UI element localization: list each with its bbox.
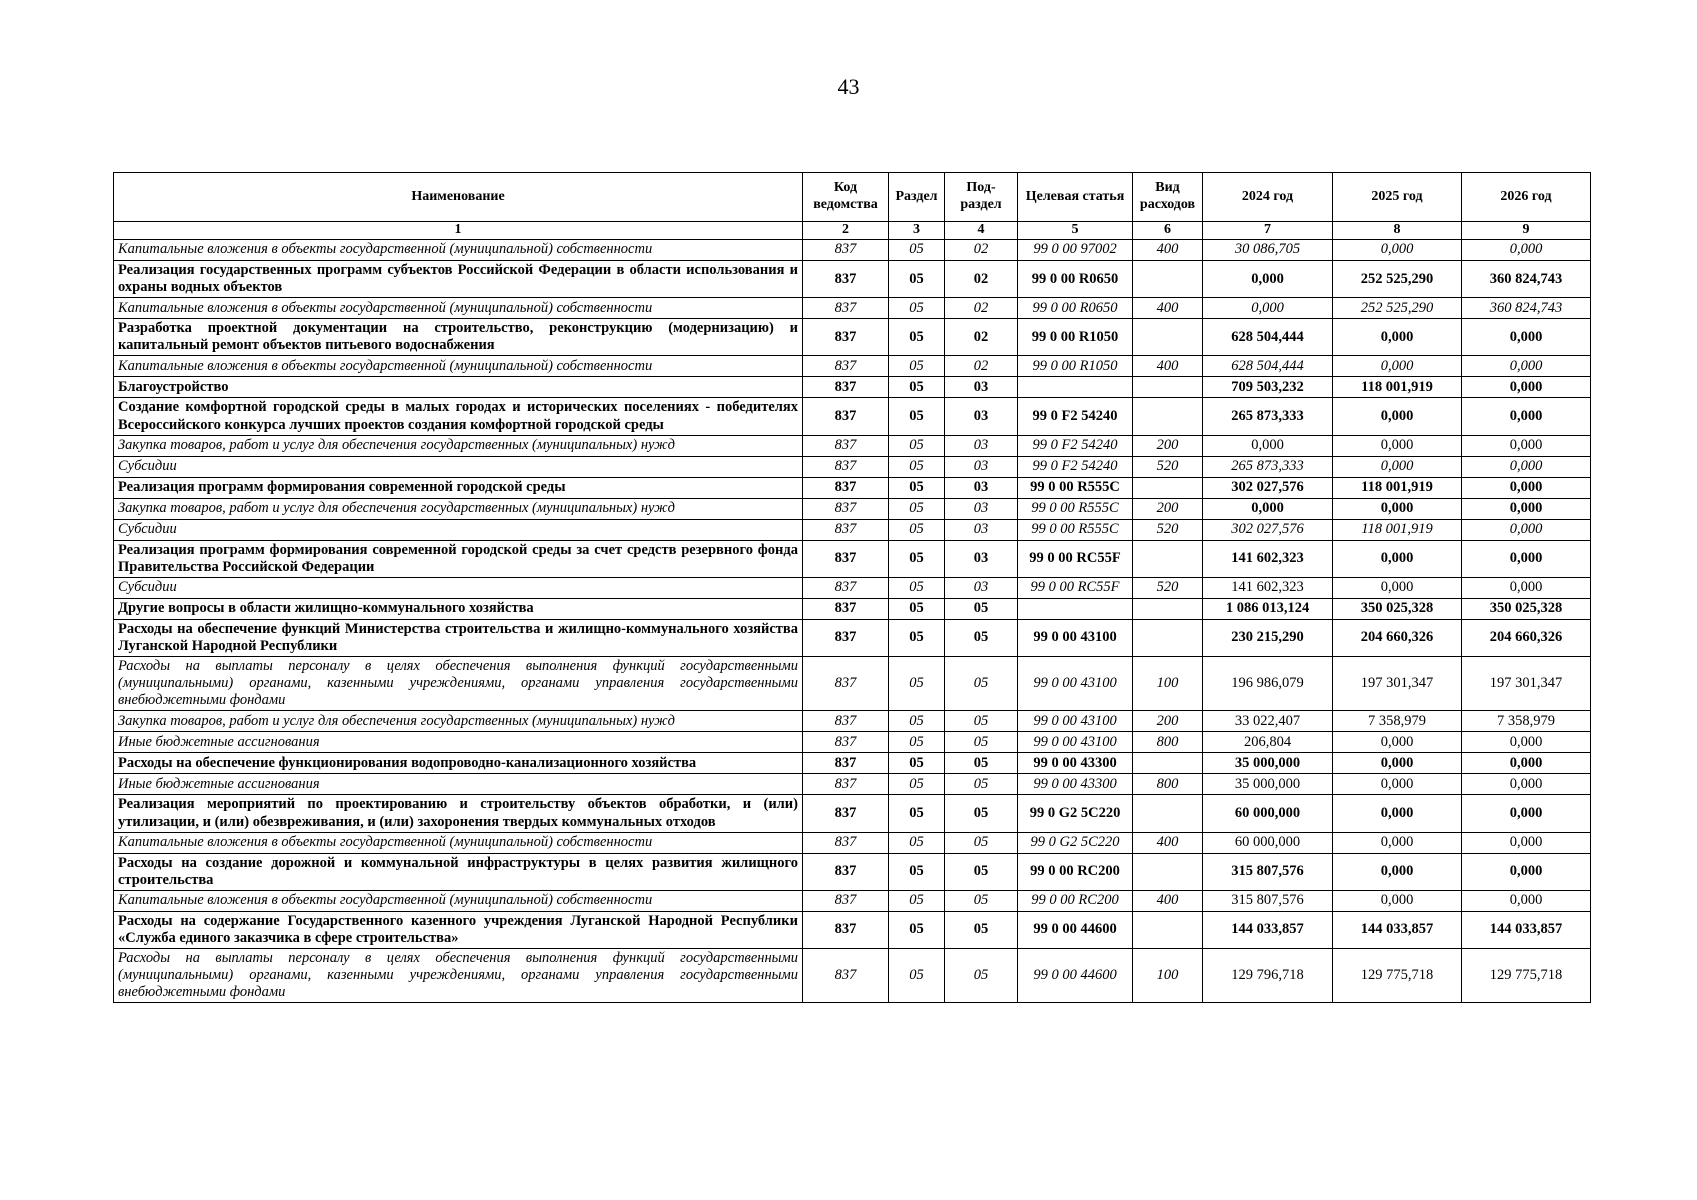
row-amount-2025: 0,000 [1333,398,1462,435]
row-amount-2025: 0,000 [1333,853,1462,890]
row-amount-2025: 144 033,857 [1333,911,1462,948]
header-expense-type: Вид расходов [1133,173,1203,222]
row-expense-type [1133,911,1203,948]
row-section: 05 [889,540,945,577]
table-row [114,577,1591,598]
row-expense-type [1133,753,1203,774]
row-amount-2025: 0,000 [1333,435,1462,456]
row-target: 99 0 00 R1050 [1018,319,1133,356]
row-amount-2024: 315 807,576 [1203,853,1333,890]
row-amount-2025: 0,000 [1333,832,1462,853]
row-subsection: 02 [945,298,1018,319]
row-amount-2026: 0,000 [1462,377,1591,398]
row-amount-2026: 129 775,718 [1462,949,1591,1003]
row-amount-2026: 0,000 [1462,456,1591,477]
row-target: 99 0 00 R555C [1018,519,1133,540]
row-code: 837 [803,356,889,377]
row-subsection: 05 [945,911,1018,948]
row-code: 837 [803,477,889,498]
row-name: Капитальные вложения в объекты государственной (муниципальной) собственности [114,890,803,911]
row-section: 05 [889,261,945,298]
row-amount-2024: 129 796,718 [1203,949,1333,1003]
column-number: 2 [803,222,889,240]
row-code: 837 [803,911,889,948]
row-expense-type: 800 [1133,774,1203,795]
row-subsection: 02 [945,261,1018,298]
row-target: 99 0 00 43100 [1018,657,1133,711]
row-code: 837 [803,657,889,711]
table-row [114,619,1591,656]
table-row [114,795,1591,832]
row-target [1018,598,1133,619]
row-amount-2026: 0,000 [1462,540,1591,577]
row-target: 99 0 00 R1050 [1018,356,1133,377]
row-amount-2026: 7 358,979 [1462,711,1591,732]
row-name: Капитальные вложения в объекты государственной (муниципальной) собственности [114,832,803,853]
row-name: Расходы на создание дорожной и коммунальной инфраструктуры в целях развития жилищного строительства [114,853,803,890]
row-expense-type: 400 [1133,890,1203,911]
row-expense-type [1133,477,1203,498]
row-section: 05 [889,498,945,519]
row-code: 837 [803,456,889,477]
table-row [114,853,1591,890]
row-target: 99 0 00 43300 [1018,753,1133,774]
row-expense-type: 400 [1133,240,1203,261]
row-section: 05 [889,795,945,832]
table-row [114,298,1591,319]
row-target [1018,377,1133,398]
row-name: Расходы на выплаты персоналу в целях обеспечения выполнения функций государственными (муниципальными) органами, казенными учреждениями, органами управления государственными внебюджетными фондами [114,657,803,711]
table-row [114,774,1591,795]
row-amount-2025: 0,000 [1333,753,1462,774]
header-section: Раздел [889,173,945,222]
row-code: 837 [803,319,889,356]
row-amount-2026: 0,000 [1462,577,1591,598]
row-expense-type [1133,795,1203,832]
row-code: 837 [803,240,889,261]
row-expense-type [1133,398,1203,435]
row-code: 837 [803,853,889,890]
table-body [114,240,1591,1003]
row-target: 99 0 00 43100 [1018,732,1133,753]
row-amount-2026: 0,000 [1462,774,1591,795]
header-2025: 2025 год [1333,173,1462,222]
row-amount-2024: 230 215,290 [1203,619,1333,656]
row-name: Реализация программ формирования современной городской среды за счет средств резервного фонда Правительства Российской Федерации [114,540,803,577]
row-section: 05 [889,435,945,456]
row-amount-2026: 0,000 [1462,498,1591,519]
table-row [114,356,1591,377]
row-target: 99 0 00 44600 [1018,911,1133,948]
row-code: 837 [803,498,889,519]
row-amount-2025: 0,000 [1333,795,1462,832]
row-amount-2025: 0,000 [1333,540,1462,577]
row-amount-2024: 709 503,232 [1203,377,1333,398]
row-code: 837 [803,540,889,577]
row-expense-type: 200 [1133,498,1203,519]
table-row [114,498,1591,519]
row-section: 05 [889,356,945,377]
row-name: Создание комфортной городской среды в малых городах и исторических поселениях - победителях Всероссийского конкурса лучших проектов создания комфортной городской среды [114,398,803,435]
column-number: 1 [114,222,803,240]
row-expense-type: 200 [1133,711,1203,732]
table-row [114,711,1591,732]
row-amount-2026: 204 660,326 [1462,619,1591,656]
header-subsection: Под-раздел [945,173,1018,222]
row-name: Иные бюджетные ассигнования [114,732,803,753]
row-section: 05 [889,774,945,795]
row-subsection: 03 [945,519,1018,540]
row-amount-2024: 206,804 [1203,732,1333,753]
row-section: 05 [889,577,945,598]
row-amount-2025: 252 525,290 [1333,298,1462,319]
row-amount-2024: 141 602,323 [1203,577,1333,598]
row-amount-2024: 196 986,079 [1203,657,1333,711]
row-section: 05 [889,753,945,774]
row-section: 05 [889,298,945,319]
row-amount-2025: 0,000 [1333,774,1462,795]
row-code: 837 [803,832,889,853]
table-row [114,949,1591,1003]
table-row [114,319,1591,356]
row-code: 837 [803,949,889,1003]
row-subsection: 03 [945,398,1018,435]
row-amount-2026: 197 301,347 [1462,657,1591,711]
row-target: 99 0 00 97002 [1018,240,1133,261]
row-section: 05 [889,619,945,656]
row-name: Субсидии [114,519,803,540]
table-row [114,540,1591,577]
row-expense-type: 400 [1133,298,1203,319]
row-name: Закупка товаров, работ и услуг для обеспечения государственных (муниципальных) нужд [114,435,803,456]
row-name: Расходы на выплаты персоналу в целях обеспечения выполнения функций государственными (муниципальными) органами, казенными учреждениями, органами управления государственными внебюджетными фондами [114,949,803,1003]
row-amount-2026: 0,000 [1462,732,1591,753]
row-name: Другие вопросы в области жилищно-коммунального хозяйства [114,598,803,619]
header-2024: 2024 год [1203,173,1333,222]
row-target: 99 0 F2 54240 [1018,456,1133,477]
row-subsection: 05 [945,949,1018,1003]
row-target: 99 0 00 RC200 [1018,853,1133,890]
row-section: 05 [889,240,945,261]
row-amount-2025: 129 775,718 [1333,949,1462,1003]
row-amount-2024: 60 000,000 [1203,832,1333,853]
row-expense-type: 520 [1133,577,1203,598]
row-amount-2024: 0,000 [1203,435,1333,456]
row-amount-2025: 204 660,326 [1333,619,1462,656]
row-target: 99 0 F2 54240 [1018,435,1133,456]
row-code: 837 [803,890,889,911]
table-row [114,477,1591,498]
row-subsection: 05 [945,732,1018,753]
row-subsection: 02 [945,240,1018,261]
table-row [114,598,1591,619]
row-expense-type [1133,619,1203,656]
row-amount-2025: 252 525,290 [1333,261,1462,298]
row-amount-2024: 302 027,576 [1203,519,1333,540]
row-expense-type [1133,261,1203,298]
row-amount-2025: 118 001,919 [1333,377,1462,398]
row-subsection: 05 [945,853,1018,890]
row-amount-2026: 144 033,857 [1462,911,1591,948]
row-amount-2025: 350 025,328 [1333,598,1462,619]
row-amount-2026: 0,000 [1462,832,1591,853]
column-number: 3 [889,222,945,240]
row-amount-2024: 315 807,576 [1203,890,1333,911]
row-target: 99 0 F2 54240 [1018,398,1133,435]
row-code: 837 [803,619,889,656]
row-target: 99 0 G2 5C220 [1018,795,1133,832]
table-row [114,261,1591,298]
row-amount-2026: 0,000 [1462,795,1591,832]
row-expense-type: 520 [1133,519,1203,540]
row-target: 99 0 00 R555C [1018,498,1133,519]
row-expense-type [1133,853,1203,890]
row-subsection: 03 [945,456,1018,477]
row-amount-2025: 197 301,347 [1333,657,1462,711]
row-amount-2024: 144 033,857 [1203,911,1333,948]
row-code: 837 [803,577,889,598]
row-code: 837 [803,298,889,319]
row-section: 05 [889,832,945,853]
row-name: Расходы на обеспечение функционирования водопроводно-канализационного хозяйства [114,753,803,774]
row-amount-2025: 0,000 [1333,498,1462,519]
row-subsection: 03 [945,540,1018,577]
row-amount-2025: 0,000 [1333,319,1462,356]
row-amount-2024: 628 504,444 [1203,319,1333,356]
row-subsection: 02 [945,319,1018,356]
row-expense-type [1133,540,1203,577]
row-amount-2025: 0,000 [1333,577,1462,598]
header-code: Код ведомства [803,173,889,222]
row-subsection: 05 [945,832,1018,853]
row-amount-2025: 118 001,919 [1333,519,1462,540]
row-subsection: 05 [945,753,1018,774]
row-amount-2025: 118 001,919 [1333,477,1462,498]
row-section: 05 [889,456,945,477]
row-expense-type: 520 [1133,456,1203,477]
row-target: 99 0 00 R0650 [1018,261,1133,298]
table-row [114,240,1591,261]
row-section: 05 [889,519,945,540]
row-amount-2026: 360 824,743 [1462,261,1591,298]
row-name: Реализация государственных программ субъектов Российской Федерации в области использования и охраны водных объектов [114,261,803,298]
row-amount-2024: 35 000,000 [1203,774,1333,795]
row-subsection: 05 [945,795,1018,832]
row-subsection: 03 [945,577,1018,598]
row-target: 99 0 00 43100 [1018,619,1133,656]
row-code: 837 [803,711,889,732]
column-number: 5 [1018,222,1133,240]
page-number: 43 [837,74,860,99]
row-amount-2024: 302 027,576 [1203,477,1333,498]
row-section: 05 [889,598,945,619]
row-expense-type: 200 [1133,435,1203,456]
row-amount-2024: 30 086,705 [1203,240,1333,261]
row-target: 99 0 00 43100 [1018,711,1133,732]
row-amount-2025: 0,000 [1333,240,1462,261]
row-amount-2024: 628 504,444 [1203,356,1333,377]
row-name: Расходы на содержание Государственного казенного учреждения Луганской Народной Республики «Служба единого заказчика в сфере строительства» [114,911,803,948]
row-target: 99 0 00 44600 [1018,949,1133,1003]
row-name: Закупка товаров, работ и услуг для обеспечения государственных (муниципальных) нужд [114,711,803,732]
row-amount-2024: 141 602,323 [1203,540,1333,577]
table-row [114,732,1591,753]
row-section: 05 [889,477,945,498]
row-amount-2024: 0,000 [1203,498,1333,519]
row-amount-2024: 33 022,407 [1203,711,1333,732]
row-amount-2025: 0,000 [1333,356,1462,377]
row-amount-2026: 360 824,743 [1462,298,1591,319]
row-amount-2024: 1 086 013,124 [1203,598,1333,619]
row-amount-2024: 265 873,333 [1203,456,1333,477]
row-section: 05 [889,377,945,398]
row-amount-2025: 0,000 [1333,456,1462,477]
column-number: 4 [945,222,1018,240]
row-name: Расходы на обеспечение функций Министерства строительства и жилищно-коммунального хозяйства Луганской Народной Республики [114,619,803,656]
budget-table [113,172,1591,1003]
row-section: 05 [889,711,945,732]
row-amount-2024: 60 000,000 [1203,795,1333,832]
row-amount-2026: 0,000 [1462,519,1591,540]
row-amount-2026: 0,000 [1462,753,1591,774]
row-expense-type: 400 [1133,832,1203,853]
row-code: 837 [803,435,889,456]
row-amount-2026: 0,000 [1462,356,1591,377]
row-target: 99 0 00 RC55F [1018,540,1133,577]
row-amount-2024: 0,000 [1203,261,1333,298]
table-row [114,753,1591,774]
row-section: 05 [889,949,945,1003]
table-row [114,377,1591,398]
row-name: Субсидии [114,456,803,477]
row-code: 837 [803,598,889,619]
header-name: Наименование [114,173,803,222]
table-row [114,657,1591,711]
row-code: 837 [803,774,889,795]
row-amount-2026: 0,000 [1462,398,1591,435]
row-name: Субсидии [114,577,803,598]
column-number: 8 [1333,222,1462,240]
row-target: 99 0 00 R555C [1018,477,1133,498]
row-name: Реализация программ формирования современной городской среды [114,477,803,498]
header-row [114,173,1591,222]
row-section: 05 [889,853,945,890]
row-code: 837 [803,795,889,832]
row-amount-2026: 0,000 [1462,240,1591,261]
row-name: Благоустройство [114,377,803,398]
row-amount-2024: 265 873,333 [1203,398,1333,435]
row-subsection: 05 [945,657,1018,711]
row-name: Реализация мероприятий по проектированию и строительству объектов обработки, и (или) утилизации, и (или) обезвреживания, и (или) захоронения твердых коммунальных отходов [114,795,803,832]
row-name: Иные бюджетные ассигнования [114,774,803,795]
column-number-row [114,222,1591,240]
row-expense-type [1133,319,1203,356]
row-amount-2026: 0,000 [1462,890,1591,911]
row-section: 05 [889,890,945,911]
row-amount-2026: 0,000 [1462,319,1591,356]
table-row [114,890,1591,911]
row-subsection: 05 [945,619,1018,656]
row-name: Капитальные вложения в объекты государственной (муниципальной) собственности [114,240,803,261]
row-section: 05 [889,657,945,711]
table-row [114,832,1591,853]
row-section: 05 [889,319,945,356]
row-subsection: 02 [945,356,1018,377]
column-number: 9 [1462,222,1591,240]
row-target: 99 0 00 R0650 [1018,298,1133,319]
row-amount-2025: 0,000 [1333,732,1462,753]
row-amount-2026: 0,000 [1462,477,1591,498]
row-subsection: 05 [945,774,1018,795]
row-code: 837 [803,261,889,298]
row-subsection: 03 [945,477,1018,498]
row-code: 837 [803,753,889,774]
row-amount-2026: 0,000 [1462,853,1591,890]
row-expense-type: 100 [1133,949,1203,1003]
row-name: Капитальные вложения в объекты государственной (муниципальной) собственности [114,356,803,377]
row-code: 837 [803,377,889,398]
row-expense-type [1133,598,1203,619]
row-code: 837 [803,732,889,753]
row-section: 05 [889,398,945,435]
row-name: Капитальные вложения в объекты государственной (муниципальной) собственности [114,298,803,319]
row-subsection: 03 [945,498,1018,519]
row-code: 837 [803,398,889,435]
row-subsection: 05 [945,711,1018,732]
column-number: 7 [1203,222,1333,240]
row-target: 99 0 00 43300 [1018,774,1133,795]
row-amount-2025: 7 358,979 [1333,711,1462,732]
row-subsection: 03 [945,435,1018,456]
row-subsection: 03 [945,377,1018,398]
row-target: 99 0 00 RC55F [1018,577,1133,598]
row-amount-2026: 350 025,328 [1462,598,1591,619]
row-section: 05 [889,911,945,948]
table-row [114,456,1591,477]
row-name: Закупка товаров, работ и услуг для обеспечения государственных (муниципальных) нужд [114,498,803,519]
row-subsection: 05 [945,890,1018,911]
row-amount-2026: 0,000 [1462,435,1591,456]
table-row [114,398,1591,435]
header-2026: 2026 год [1462,173,1591,222]
row-expense-type: 800 [1133,732,1203,753]
table-row [114,911,1591,948]
row-amount-2024: 35 000,000 [1203,753,1333,774]
row-subsection: 05 [945,598,1018,619]
column-number: 6 [1133,222,1203,240]
row-expense-type: 400 [1133,356,1203,377]
row-expense-type: 100 [1133,657,1203,711]
row-expense-type [1133,377,1203,398]
row-target: 99 0 G2 5C220 [1018,832,1133,853]
header-target: Целевая статья [1018,173,1133,222]
row-name: Разработка проектной документации на строительство, реконструкцию (модернизацию) и капитальный ремонт объектов питьевого водоснабжения [114,319,803,356]
row-target: 99 0 00 RC200 [1018,890,1133,911]
row-section: 05 [889,732,945,753]
row-amount-2024: 0,000 [1203,298,1333,319]
table-row [114,519,1591,540]
row-amount-2025: 0,000 [1333,890,1462,911]
row-code: 837 [803,519,889,540]
table-row [114,435,1591,456]
